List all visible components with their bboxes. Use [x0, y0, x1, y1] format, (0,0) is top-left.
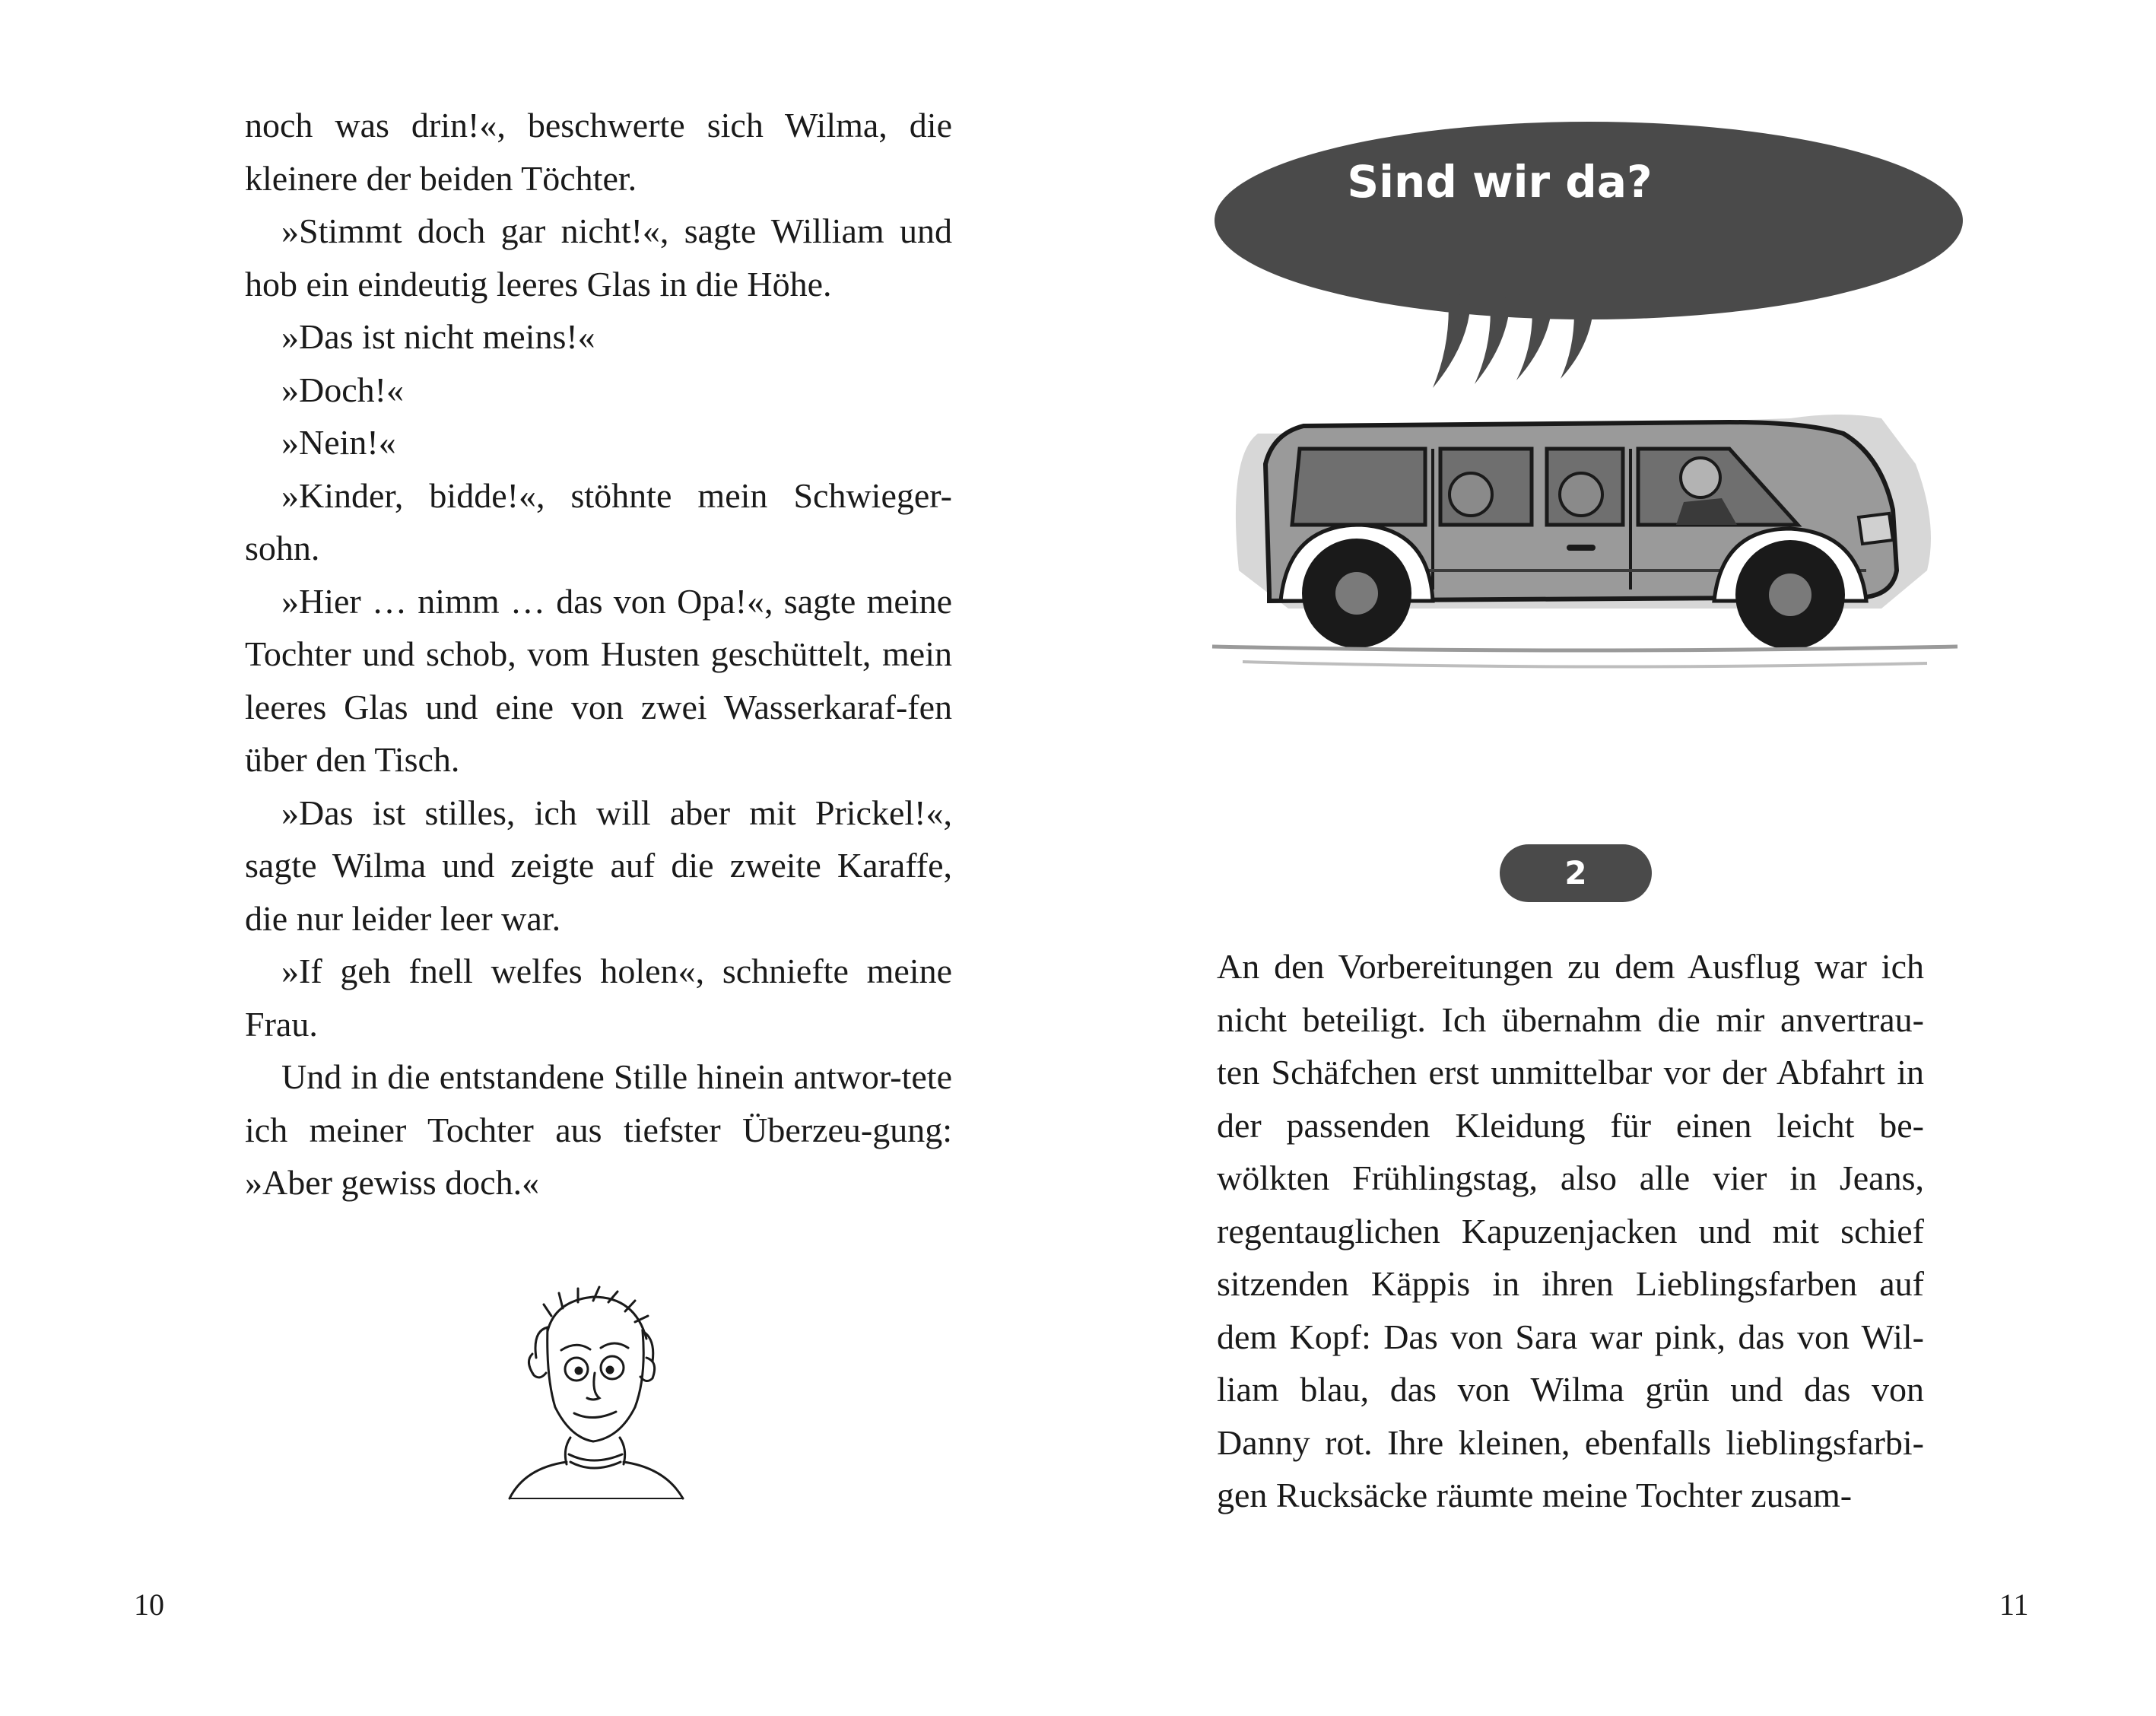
- paragraph: »Doch!«: [281, 370, 404, 409]
- paragraph: »Stimmt doch gar nicht!«, sagte William und hob ein eindeutig leeres Glas in die Höhe.: [245, 211, 952, 303]
- paragraph: An den Vorbereitungen zu dem Ausflug war ich nicht beteiligt. Ich übernahm die mir anvertrau-ten Schäfchen erst unmittelbar vor der Abfahrt in der passenden Kleidung für einen leicht be-wölkten Frühlingstag, also alle vier in Jeans, regentauglichen Kapuzenjacken und mit schief sitzenden Käppis in ihren Lieblingsfarben auf dem Kopf: Das von Sara war pink, das von Wil-liam blau, das von Wilma grün und das von Danny rot. Ihre kleinen, ebenfalls lieblingsfarbi-gen Rucksäcke räumte meine Tochter zusam-: [1217, 947, 1924, 1514]
- speech-bubble-car-illustration: [1197, 114, 1980, 761]
- paragraph: »Nein!«: [281, 423, 396, 462]
- page-number: 11: [1999, 1587, 2029, 1622]
- paragraph: »Kinder, bidde!«, stöhnte mein Schwieger-sohn.: [245, 475, 952, 567]
- right-page: [1078, 0, 2156, 1716]
- passenger: [1450, 473, 1492, 516]
- car-window: [1292, 449, 1425, 525]
- paragraph: »Das ist stilles, ich will aber mit Prickel!«, sagte Wilma und zeigte auf die zweite Karaffe, die nur leider leer war.: [245, 793, 952, 938]
- chapter-number-badge: 2: [1500, 844, 1652, 902]
- right-page-text: [1217, 940, 1924, 1522]
- paragraph: Und in die entstandene Stille hinein antwor-tete ich meiner Tochter aus tiefster Überzeu-gung: »Aber gewiss doch.«: [245, 1057, 952, 1202]
- paragraph: noch was drin!«, beschwerte sich Wilma, die kleinere der beiden Töchter.: [245, 106, 952, 198]
- paragraph: »Hier … nimm … das von Opa!«, sagte meine Tochter und schob, vom Husten geschüttelt, mein leeres Glas und eine von zwei Wasserkaraf-fen über den Tisch.: [245, 581, 952, 779]
- left-page-text: [245, 99, 952, 1209]
- speech-bubble-text: Sind wir da?: [1347, 156, 1653, 208]
- driver: [1681, 458, 1720, 497]
- paragraph: »Das ist nicht meins!«: [281, 317, 595, 356]
- passenger: [1560, 473, 1602, 516]
- paragraph: »If geh fnell welfes holen«, schniefte meine Frau.: [245, 952, 952, 1044]
- page-number: 10: [134, 1587, 164, 1622]
- man-portrait-sketch: [479, 1285, 707, 1506]
- speech-bubble: [1215, 122, 1963, 319]
